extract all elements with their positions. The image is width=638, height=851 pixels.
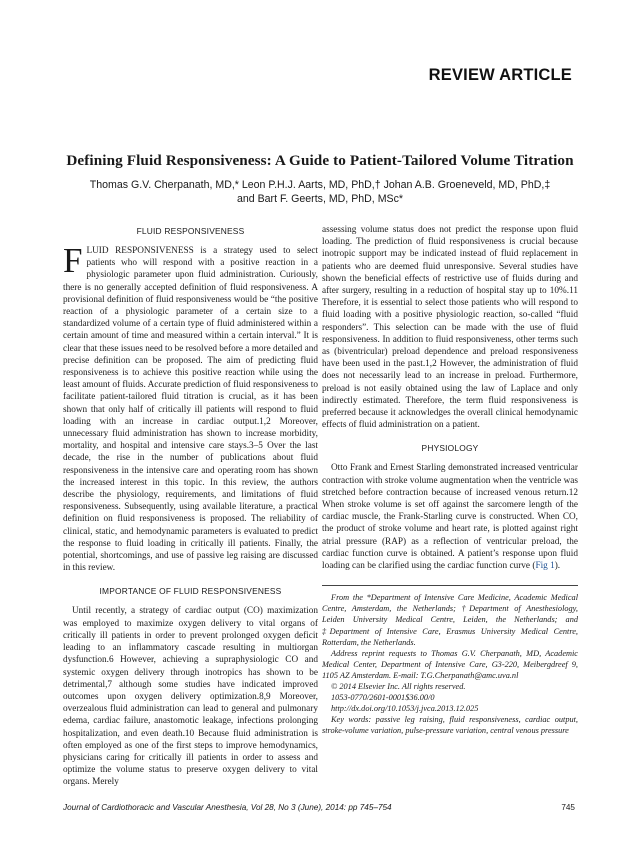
heading-importance: IMPORTANCE OF FLUID RESPONSIVENESS xyxy=(99,586,282,597)
heading-physiology: PHYSIOLOGY xyxy=(421,443,479,454)
intro-paragraph xyxy=(63,241,318,574)
footnote-copyright: © 2014 Elsevier Inc. All rights reserved. xyxy=(331,682,466,692)
continuation-paragraph: assessing volume status does not predict the response upon fluid loading. The prediction of fluid responsiveness is crucial because inotropic support may be indicated instead of fluid replacement in patients who are deemed fluid unresponsive. Several studies have shown the beneficial effects of restrictive use of fluids during and after surgery, resulting in a reduction of hospital stay up to 10%.11 Therefore, it is essential to select those patients who will respond to fluid loading with a positive physiologic reaction, so-called “fluid responders”. This selection can be made with the use of fluid responsiveness. In addition to fluid responsiveness, other terms such as (biventricular) preload dependence and preload responsiveness have been used in the past.1,2 However, the administration of fluid does not necessarily lead to an increase in preload. Furthermore, preload is not easily obtained using the law of Laplace and only indirectly estimated. Therefore, the term fluid responsiveness is preferred because it acknowledges the overall clinical hemodynamic effects of fluid administration on a patient. xyxy=(322,225,578,431)
intro-text: LUID RESPONSIVENESS is a strategy used to select patients who will respond with a positive reaction in a physiologic parameter upon fluid administration. Curiously, there is no generally accepted definition of fluid responsiveness. A provisional definition of fluid responsiveness would be “the positive reaction of a physiologic parameter of a certain size to a standardized volume of a certain type of fluid administered within a certain amount of time and measured within a certain interval.” It is clear that these issues need to be resolved before a more detailed and precise definition can be proposed. The aim of predicting fluid responsiveness is to achieve this positive reaction while using the least amount of fluids. Accurate prediction of fluid responsiveness to facilitate patient-tailored fluid titration is crucial, as it has been shown that only half of critically ill patients will respond to fluid loading with an increase in cardiac output.1,2 Moreover, unnecessary fluid administration has shown to increase morbidity, mortality, and hospital and intensive care stays.3–5 Over the last decade, the rise in the number of publications about fluid responsiveness in the intensive care and operating room has shown the increased interest in this topic. In this review, the authors describe the physiology, requirements, and limitations of fluid responsiveness. Subsequently, using available literature, a practical definition on fluid responsiveness is proposed. The reliability of clinical, static, and hemodynamic parameters is evaluated to predict the response to fluid loading in critically ill patients. Finally, the potential, shortcomings, and use of passive leg raising are discussed in this review. xyxy=(63,246,318,574)
page-number: 745 xyxy=(561,803,575,812)
footnote-divider xyxy=(322,585,578,586)
authors-line-1: Thomas G.V. Cherpanath, MD,* Leon P.H.J. Aarts, MD, PhD,† Johan A.B. Groeneveld, MD, PhD,‡ xyxy=(89,179,551,191)
footnote-keywords: Key words: passive leg raising, fluid responsiveness, cardiac output, stroke-volume variation, pulse-pressure variation, central venous pressure xyxy=(322,715,578,736)
drop-cap: F xyxy=(63,241,83,280)
footnote-reprint: Address reprint requests to Thomas G.V. Cherpanath, MD, Academic Medical Center, Department of Intensive Care, G3-220, Meibergdreef 9, 1105 AZ Amsterdam. E-mail: T.G.Cherpanath@amc.uva.nl xyxy=(322,648,578,680)
right-column xyxy=(322,224,578,737)
importance-paragraph: Until recently, a strategy of cardiac output (CO) maximization was employed to maximize oxygen delivery to vital organs of critically ill patients in order to prevent prolonged oxygen deficit leading to an inflammatory cascade resulting in multiorgan dysfunction.6 However, achieving a supraphysiologic CO and systemic oxygen delivery through inotropics has shown to be detrimental,7 although some studies have indicated improved outcomes upon oxygen delivery optimization.8,9 Moreover, overzealous fluid administration can lead to general and pulmonary edema, cardiac failure, anastomotic leakage, infections prolonging hospitalization, and even death.10 Because fluid administration is often employed as one of the first steps to improve hemodynamics, physicians caring for critically ill patients in order to assess and optimize the volume status to preserve oxygen delivery to vital organs. Merely xyxy=(63,606,318,788)
physiology-paragraph: Otto Frank and Ernest Starling demonstrated increased ventricular contraction with stroke volume augmentation when the ventricle was stretched before contraction because of increased venous return.12 When stroke volume is set off against the sarcomere length of the cardiac muscle, the Frank-Starling curve is constructed. When CO, the product of stroke volume and heart rate, is plotted against right atrial pressure (RAP) as a reflection of ventricular preload, the cardiac function curve is obtained. A patient’s response upon fluid loading can be clarified using the cardiac function curve (Fig 1). xyxy=(322,463,578,572)
footnote-affiliations: From the *Department of Intensive Care Medicine, Academic Medical Centre, Amsterdam, the Netherlands; †Department of Anesthesiology, Leiden University Medical Centre, Leiden, the Netherlands; and ‡Department of Intensive Care, Erasmus University Medical Centre, Rotterdam, the Netherlands. xyxy=(322,593,578,647)
journal-citation: Journal of Cardiothoracic and Vascular Anesthesia, Vol 28, No 3 (June), 2014: pp 745–754 xyxy=(63,803,392,812)
section-label: REVIEW ARTICLE xyxy=(428,66,572,84)
article-title: Defining Fluid Responsiveness: A Guide to Patient-Tailored Volume Titration xyxy=(66,152,574,169)
left-column xyxy=(63,226,318,789)
figure-1-link[interactable]: Fig 1 xyxy=(535,561,555,572)
authors-line-2: and Bart F. Geerts, MD, PhD, MSc* xyxy=(236,193,404,205)
footnote-doi[interactable]: http://dx.doi.org/10.1053/j.jvca.2013.12.025 xyxy=(331,704,479,714)
footnote-issn: 1053-0770/2601-0001$36.00/0 xyxy=(331,693,435,703)
heading-fluid-responsiveness: FLUID RESPONSIVENESS xyxy=(136,226,245,236)
author-list xyxy=(70,178,570,206)
footnotes xyxy=(322,592,578,736)
